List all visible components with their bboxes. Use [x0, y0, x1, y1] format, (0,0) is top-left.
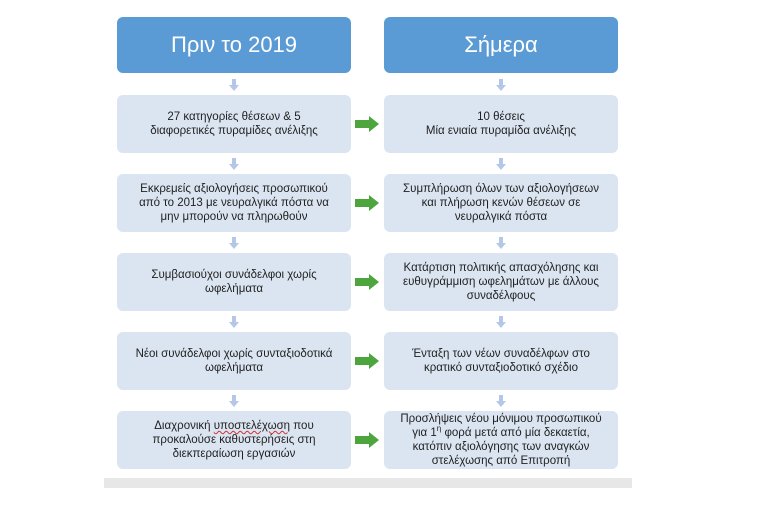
right-arrow-icon	[355, 432, 379, 448]
before-5-pre: Διαχρονική	[154, 420, 214, 432]
down-arrow-icon	[496, 158, 506, 170]
today-5-line-2-pre: για 1	[412, 427, 437, 439]
before-3-line-2: ωφελήματα	[204, 283, 263, 295]
before-box-2	[117, 174, 351, 232]
down-arrow-icon	[496, 395, 506, 407]
down-arrow-icon	[496, 316, 506, 328]
today-1-line-2: Μία ενιαία πυραμίδα ανέλιξης	[425, 125, 577, 137]
before-box-4	[117, 332, 351, 390]
down-arrow-icon	[496, 79, 506, 91]
before-4-line-1: Νέοι συνάδελφοι χωρίς συνταξιοδοτικά	[135, 348, 333, 360]
before-2-line-3: μην μπορούν να πληρωθούν	[160, 211, 308, 223]
today-box-5	[384, 411, 618, 469]
before-2-line-2: από το 2013 με νευραλγικά πόστα να	[139, 197, 329, 209]
before-2-line-1: Εκκρεμείς αξιολογήσεις προσωπικού	[140, 183, 328, 195]
before-box-3	[117, 253, 351, 311]
right-arrow-icon	[355, 116, 379, 132]
header-today	[384, 17, 618, 73]
header-before	[117, 17, 351, 73]
before-5-underlined: υποστελέχωση	[213, 420, 291, 432]
before-5-post: που	[290, 420, 314, 432]
today-1-line-1: 10 θέσεις	[477, 111, 525, 123]
before-1-line-1: 27 κατηγορίες θέσεων & 5	[167, 111, 301, 123]
right-arrow-icon	[355, 274, 379, 290]
down-arrow-icon	[496, 237, 506, 249]
before-5-line-1	[152, 419, 315, 433]
today-3-line-1: Κατάρτιση πολιτικής απασχόλησης και	[403, 262, 599, 274]
down-arrow-icon	[229, 237, 239, 249]
today-5-line-1: Προσλήψεις νέου μόνιμου προσωπικού	[400, 413, 602, 425]
down-arrow-icon	[229, 395, 239, 407]
today-4-line-2: κρατικό συνταξιοδοτικό σχέδιο	[423, 362, 579, 374]
right-arrow-icon	[355, 195, 379, 211]
today-2-line-2: και πλήρωση κενών θέσεων σε	[421, 197, 581, 209]
today-5-line-2	[400, 426, 601, 440]
before-box-1	[117, 95, 351, 153]
today-3-line-2: ευθυγράμμιση ωφελημάτων με άλλους	[403, 276, 599, 288]
before-5-line-3: διεκπεραίωση εργασιών	[172, 448, 296, 460]
today-box-1	[384, 95, 618, 153]
right-arrow-icon	[355, 353, 379, 369]
before-5-line-2: προκαλούσε καθυστερήσεις στη	[152, 434, 316, 446]
before-3-line-1: Συμβασιούχοι συνάδελφοι χωρίς	[151, 269, 317, 281]
down-arrow-icon	[229, 158, 239, 170]
today-5-line-4: στελέχωσης από Επιτροπή	[431, 455, 571, 467]
today-5-line-3: κατόπιν αξιολόγησης των αναγκών	[412, 441, 590, 453]
header-today-label: Σήμερα	[464, 32, 538, 57]
today-3-line-3: συναδέλφους	[466, 290, 536, 302]
today-5-line-2-sup: η	[436, 424, 442, 434]
today-box-2	[384, 174, 618, 232]
today-2-line-3: νευραλγικά πόστα	[454, 211, 548, 223]
header-before-label: Πριν το 2019	[170, 32, 298, 57]
today-4-line-1: Ένταξη των νέων συναδέλφων στο	[412, 348, 590, 360]
down-arrow-icon	[229, 316, 239, 328]
today-box-4	[384, 332, 618, 390]
today-2-line-1: Συμπλήρωση όλων των αξιολογήσεων	[403, 183, 599, 195]
down-arrow-icon	[229, 79, 239, 91]
before-1-line-2: διαφορετικές πυραμίδες ανέλιξης	[150, 125, 318, 137]
bottom-divider	[104, 478, 632, 488]
today-box-3	[384, 253, 618, 311]
before-box-5	[117, 411, 351, 469]
before-4-line-2: ωφελήματα	[204, 362, 263, 374]
today-5-line-2-post: φορά μετά από μία δεκαετία,	[441, 427, 590, 439]
